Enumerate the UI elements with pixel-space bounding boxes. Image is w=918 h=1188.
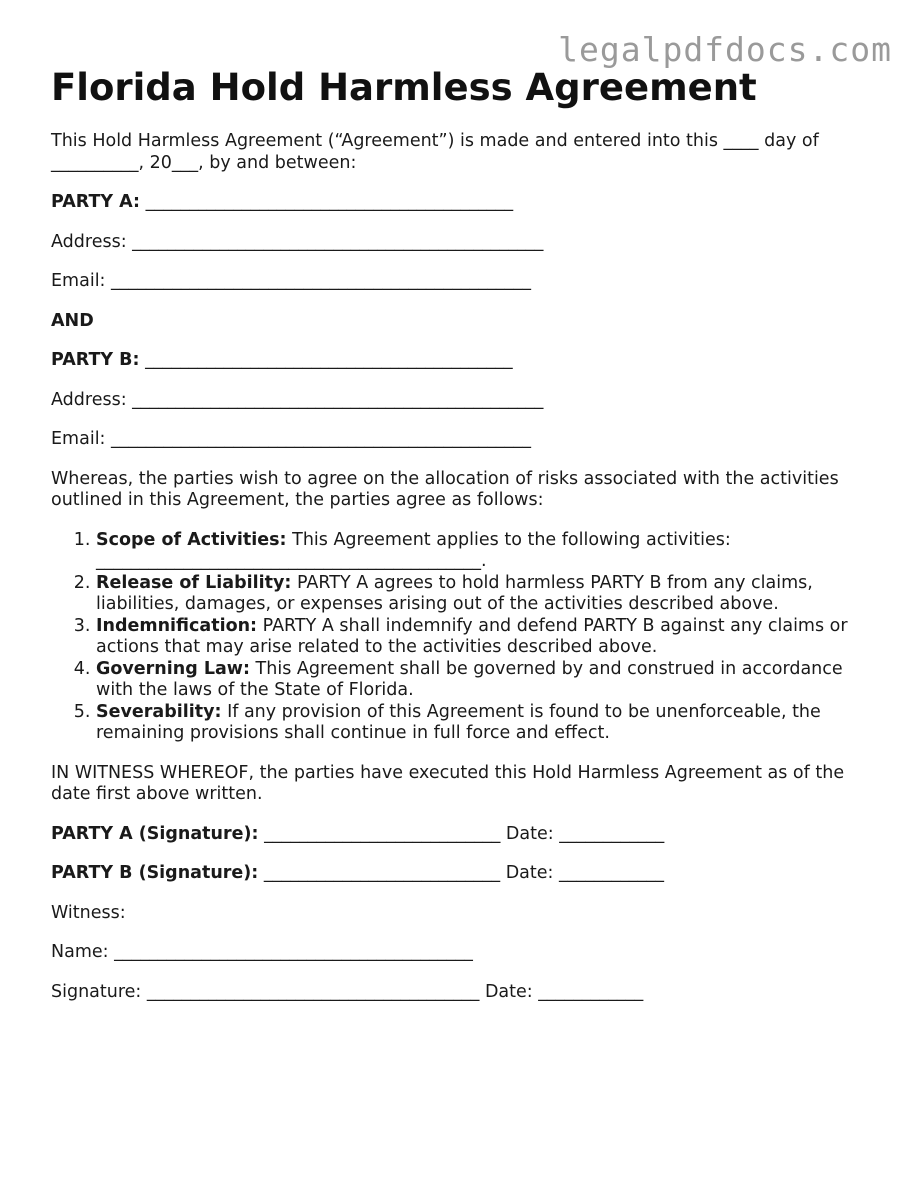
whereas-paragraph xyxy=(51,469,881,512)
party-b-signature-blank: ___________________________ Date: ____________ xyxy=(263,863,664,883)
whereas-line-1: Whereas, the parties wish to agree on the allocation of risks associated with the activities xyxy=(51,468,839,489)
witness-name-line: Name: _________________________________________ xyxy=(51,942,473,962)
term-text-continued: liabilities, damages, or expenses arising out of the activities described above. xyxy=(96,594,779,614)
party-a-name-line xyxy=(51,192,881,214)
and-label: AND xyxy=(51,310,94,331)
witness-signature-line: Signature: ______________________________________ Date: ____________ xyxy=(51,981,644,1002)
party-a-address-line: Address: _______________________________________________ xyxy=(51,231,544,252)
party-a-blank: __________________________________________ xyxy=(145,192,514,212)
intro-paragraph xyxy=(51,131,881,174)
term-heading: Scope of Activities: xyxy=(96,529,287,550)
document-body xyxy=(51,131,881,1021)
witness-clause xyxy=(51,763,881,806)
party-b-name-line xyxy=(51,350,881,372)
watermark: legalpdfdocs.com xyxy=(558,30,892,69)
term-item xyxy=(96,616,881,659)
term-text: If any provision of this Agreement is found to be unenforceable, the xyxy=(227,701,821,722)
party-a-signature-label: PARTY A (Signature): xyxy=(51,823,259,844)
party-b-signature-label: PARTY B (Signature): xyxy=(51,863,259,883)
term-text: This Agreement applies to the following activities: xyxy=(292,529,731,550)
term-text-continued: ____________________________________________. xyxy=(96,551,487,571)
document-title: Florida Hold Harmless Agreement xyxy=(51,66,757,109)
party-b-label: PARTY B: xyxy=(51,350,140,370)
party-b-email-line: Email: ________________________________________________ xyxy=(51,429,532,449)
party-b-blank: __________________________________________ xyxy=(145,350,513,370)
party-b-signature-line xyxy=(51,863,881,885)
party-a-label: PARTY A: xyxy=(51,192,141,212)
term-text-continued: remaining provisions shall continue in full force and effect. xyxy=(96,723,610,743)
term-heading: Governing Law: xyxy=(96,658,250,679)
term-item xyxy=(96,573,881,616)
party-a-signature-blank: ___________________________ Date: ____________ xyxy=(264,823,665,844)
party-b-address-line: Address: _______________________________________________ xyxy=(51,389,544,410)
and-separator xyxy=(51,311,881,333)
term-item xyxy=(96,659,881,702)
term-item xyxy=(96,702,881,745)
term-text: PARTY A shall indemnify and defend PARTY B against any claims or xyxy=(262,615,848,636)
intro-line-2: __________, 20___, by and between: xyxy=(51,152,357,173)
intro-line-1: This Hold Harmless Agreement (“Agreement”) is made and entered into this ____ day of xyxy=(51,131,819,151)
term-text: This Agreement shall be governed by and construed in accordance xyxy=(255,658,843,679)
party-a-signature-line xyxy=(51,824,881,846)
term-heading: Severability: xyxy=(96,701,222,722)
term-text: PARTY A agrees to hold harmless PARTY B from any claims, xyxy=(296,572,813,593)
party-a-email-line: Email: ________________________________________________ xyxy=(51,271,532,291)
witness-label: Witness: xyxy=(51,902,126,923)
term-heading: Indemnification: xyxy=(96,615,258,636)
terms-list xyxy=(51,530,881,745)
whereas-line-2: outlined in this Agreement, the parties agree as follows: xyxy=(51,490,544,510)
term-item xyxy=(96,530,881,573)
term-heading: Release of Liability: xyxy=(96,572,292,593)
term-text-continued: actions that may arise related to the activities described above. xyxy=(96,637,658,657)
witness-clause-line-2: date first above written. xyxy=(51,784,263,804)
term-text-continued: with the laws of the State of Florida. xyxy=(96,680,414,700)
witness-clause-line-1: IN WITNESS WHEREOF, the parties have executed this Hold Harmless Agreement as of the xyxy=(51,762,845,783)
